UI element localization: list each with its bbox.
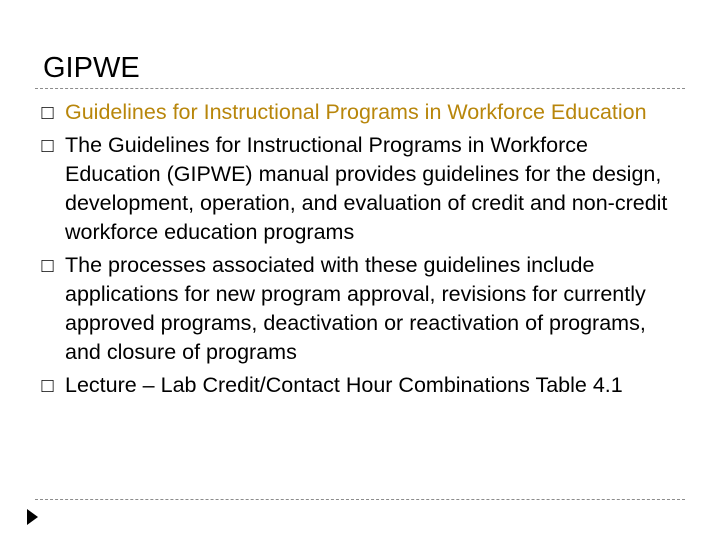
play-arrow-icon[interactable] [27, 509, 38, 525]
guidelines-link[interactable]: Guidelines for Instructional Programs in Workforce Education [65, 100, 647, 124]
slide-title: GIPWE [43, 52, 140, 84]
bullet-list [36, 98, 681, 400]
checkbox-bullet-icon: □ [41, 375, 54, 397]
checkbox-bullet-icon: □ [41, 135, 54, 157]
bullet-item-processes [36, 251, 681, 367]
checkbox-bullet-icon: □ [41, 255, 54, 277]
footer-divider [35, 499, 685, 500]
bullet-item-lecture-lab-table [36, 371, 681, 400]
bullet-text: The Guidelines for Instructional Programs in Workforce Education (GIPWE) manual provides guidelines for the design, development, operation, and evaluation of credit and non-credit workforce education programs [65, 133, 668, 244]
bullet-item-manual-description [36, 131, 681, 247]
bullet-item-guidelines-link [36, 98, 681, 127]
bullet-text: Lecture – Lab Credit/Contact Hour Combinations Table 4.1 [65, 373, 623, 397]
bullet-text: The processes associated with these guidelines include applications for new program approval, revisions for currently approved programs, deactivation or reactivation of programs, and closure of programs [65, 253, 646, 364]
title-divider [35, 88, 685, 89]
checkbox-bullet-icon: □ [41, 102, 54, 124]
